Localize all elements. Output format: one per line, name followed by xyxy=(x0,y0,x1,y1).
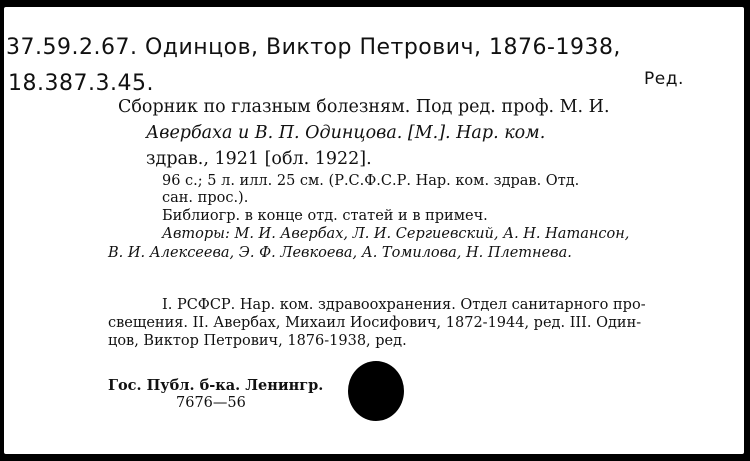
title-line-1: Сборник по глазным болезням. Под ред. проф. М. И. xyxy=(118,97,610,117)
library-number: 7676—56 xyxy=(176,395,246,411)
authors-line-2: В. И. Алексеева, Э. Ф. Левкоева, А. Томилова, Н. Плетнева. xyxy=(108,245,572,261)
handwritten-second-call-number: 18.387.3.45. xyxy=(8,71,154,96)
bibliography-note: Библиогр. в конце отд. статей и в примеч. xyxy=(162,208,488,224)
collation-line-1: 96 с.; 5 л. илл. 25 см. (Р.С.Ф.С.Р. Нар. ком. здрав. Отд. xyxy=(162,173,580,189)
handwritten-call-number-line: 37.59.2.67. Одинцов, Виктор Петрович, 1876-1938, xyxy=(6,35,621,60)
authors-line-1: Авторы: М. И. Авербах, Л. И. Сергиевский, А. Н. Натансон, xyxy=(162,226,630,242)
tracing-line-1: I. РСФСР. Нар. ком. здравоохранения. Отдел санитарного про- xyxy=(162,297,646,313)
title-line-3: здрав., 1921 [обл. 1922]. xyxy=(146,149,372,169)
tracing-line-3: цов, Виктор Петрович, 1876-1938, ред. xyxy=(108,333,407,349)
handwritten-role-note: Ред. xyxy=(644,69,684,89)
catalog-card xyxy=(4,7,744,454)
library-name: Гос. Публ. б-ка. Ленингр. xyxy=(108,377,324,394)
collation-line-2: сан. прос.). xyxy=(162,190,249,206)
title-line-2: Авербаха и В. П. Одинцова. [М.]. Нар. ком. xyxy=(146,123,546,143)
tracing-line-2: свещения. II. Авербах, Михаил Иосифович, 1872-1944, ред. III. Один- xyxy=(108,315,642,331)
punch-hole xyxy=(348,361,404,421)
